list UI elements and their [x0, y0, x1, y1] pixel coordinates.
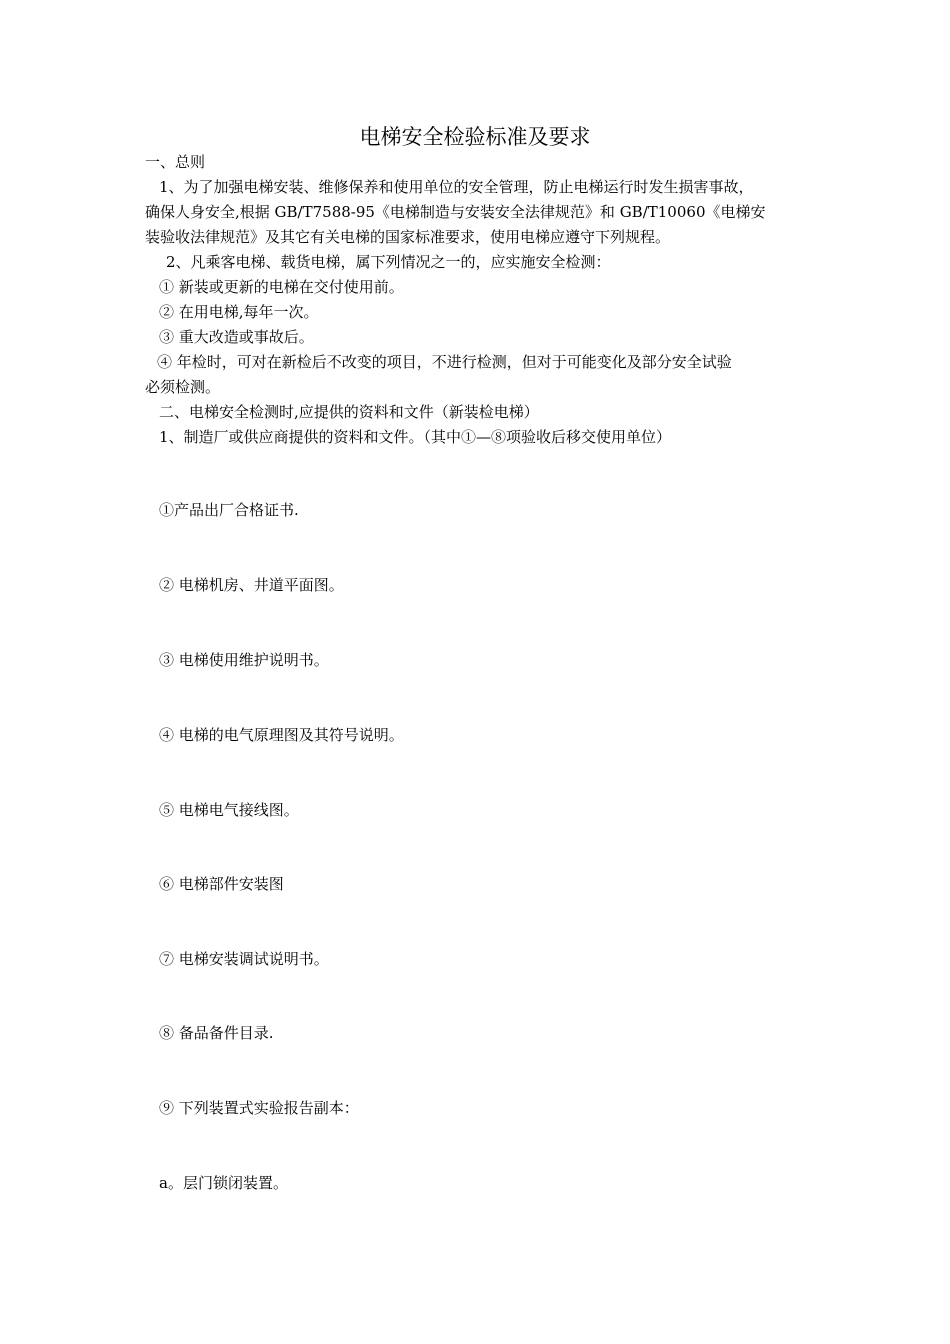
- document-list-item: ⑨ 下列装置式实验报告副本：: [159, 1099, 359, 1117]
- condition-4-line-1: ④ 年检时，可对在新检后不改变的项目，不进行检测，但对于可能变化及部分安全试验: [157, 353, 732, 371]
- document-list-item: ③ 电梯使用维护说明书。: [159, 651, 329, 669]
- condition-item: ③ 重大改造或事故后。: [159, 328, 314, 346]
- paragraph-2: 2、凡乘客电梯、载货电梯，属下列情况之一的，应实施安全检测：: [166, 253, 611, 271]
- document-list-item: ⑥ 电梯部件安装图: [159, 875, 284, 893]
- condition-4-line-2: 必须检测。: [145, 378, 221, 396]
- condition-item: ② 在用电梯,每年一次。: [159, 303, 319, 321]
- document-list-item: a。层门锁闭装置。: [159, 1174, 288, 1192]
- condition-item: ① 新装或更新的电梯在交付使用前。: [159, 278, 404, 296]
- paragraph-1-line-1: 1、为了加强电梯安装、维修保养和使用单位的安全管理，防止电梯运行时发生损害事故，: [159, 178, 754, 196]
- section1-heading: 一、总则: [145, 153, 206, 171]
- paragraph-1-line-2: 确保人身安全,根据 GB/T7588-95《电梯制造与安装安全法律规范》和 GB/T10060《电梯安: [145, 203, 766, 221]
- document-list-item: ①产品出厂合格证书.: [159, 501, 299, 519]
- document-list-item: ② 电梯机房、井道平面图。: [159, 576, 344, 594]
- document-list-item: ④ 电梯的电气原理图及其符号说明。: [159, 726, 404, 744]
- paragraph-1-line-3: 装验收法律规范》及其它有关电梯的国家标准要求，使用电梯应遵守下列规程。: [145, 228, 671, 246]
- section2-heading: 二、电梯安全检测时,应提供的资料和文件（新装检电梯）: [159, 403, 539, 421]
- subsection-1-heading: 1、制造厂或供应商提供的资料和文件。（其中①—⑧项验收后移交使用单位）: [159, 428, 672, 446]
- document-list-item: ⑧ 备品备件目录.: [159, 1024, 274, 1042]
- document-title: 电梯安全检验标准及要求: [359, 125, 591, 149]
- document-list-item: ⑤ 电梯电气接线图。: [159, 801, 299, 819]
- document-list-item: ⑦ 电梯安装调试说明书。: [159, 950, 329, 968]
